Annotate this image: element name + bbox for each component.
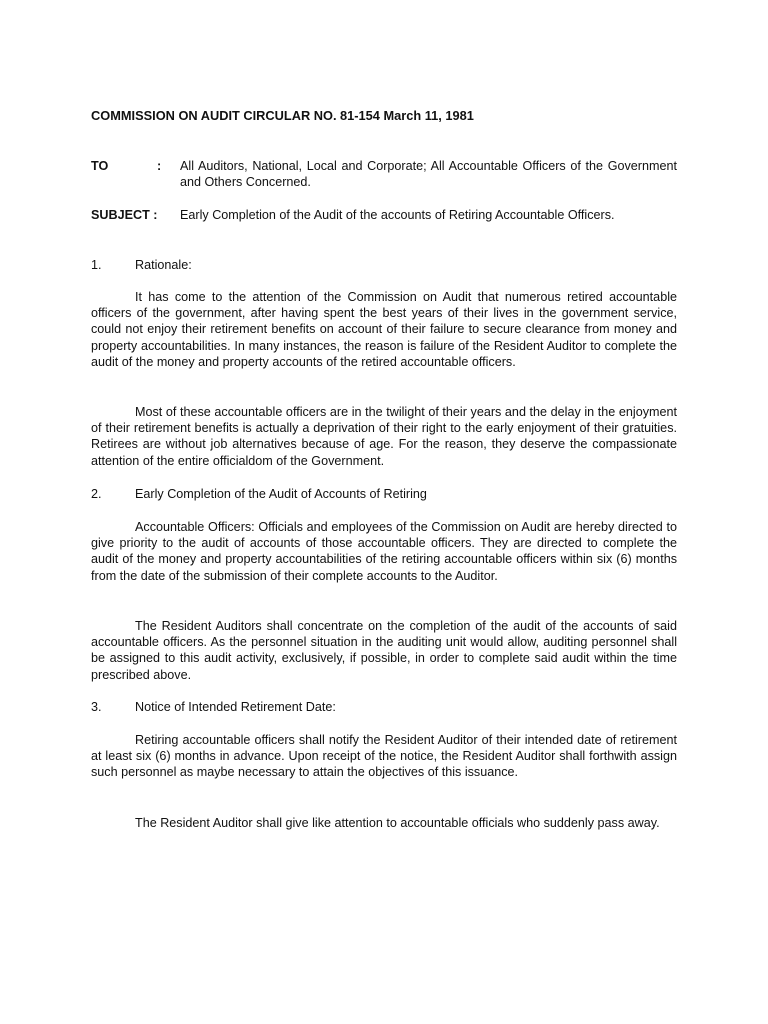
to-text: All Auditors, National, Local and Corporate; All Accountable Officers of the Government and Others Concerned. [180, 159, 677, 190]
section-1-paragraph-1: It has come to the attention of the Commission on Audit that numerous retired accountable officers of the government, after having spent the best years of their lives in the government service, could not enjoy their retirement benefits on account of their failure to secure clearance from money and property accountabilities. In many instances, the reason is failure of the Resident Auditor to complete the audit of the money and property accounts of the retired accountable officers. [91, 290, 677, 369]
section-1-heading: Rationale: [135, 258, 192, 272]
section-3-heading: Notice of Intended Retirement Date: [135, 700, 336, 714]
section-3-number: 3. [91, 700, 102, 714]
section-3-paragraph-1: Retiring accountable officers shall notify the Resident Auditor of their intended date of retirement at least six (6) months in advance. Upon receipt of the notice, the Resident Auditor shall forthwith assign such personnel as maybe necessary to attain the objectives of this issuance. [91, 733, 677, 780]
section-2-heading: Early Completion of the Audit of Accounts of Retiring [135, 487, 427, 501]
circular-title: COMMISSION ON AUDIT CIRCULAR NO. 81-154 March 11, 1981 [91, 108, 474, 123]
section-1-number: 1. [91, 258, 102, 272]
section-1-paragraph-2: Most of these accountable officers are in the twilight of their years and the delay in the enjoyment of their retirement benefits is actually a deprivation of their right to the early enjoyment of their gratuities. Retirees are without job alternatives because of age. For the reason, they deserve the compassionate attention of the entire officialdom of the Government. [91, 405, 677, 468]
subject-label: SUBJECT : [91, 208, 158, 222]
section-2-paragraph-2: The Resident Auditors shall concentrate on the completion of the audit of the accounts of said accountable officers. As the personnel situation in the auditing unit would allow, auditing personnel shall be assigned to this audit activity, exclusively, if possible, in order to complete said audit within the time prescribed above. [91, 619, 677, 682]
to-label: TO [91, 159, 109, 173]
section-2-number: 2. [91, 487, 102, 501]
section-2-paragraph-1: Accountable Officers: Officials and employees of the Commission on Audit are hereby directed to give priority to the audit of accounts of those accountable officers. They are directed to complete the audit of the money and property accountabilities of the retiring accountable officers within six (6) months from the date of the submission of their complete accounts to the Auditor. [91, 520, 677, 583]
to-colon: : [157, 159, 162, 173]
section-3-paragraph-2: The Resident Auditor shall give like attention to accountable officials who suddenly pass away. [135, 816, 660, 830]
subject-text: Early Completion of the Audit of the accounts of Retiring Accountable Officers. [180, 208, 615, 222]
